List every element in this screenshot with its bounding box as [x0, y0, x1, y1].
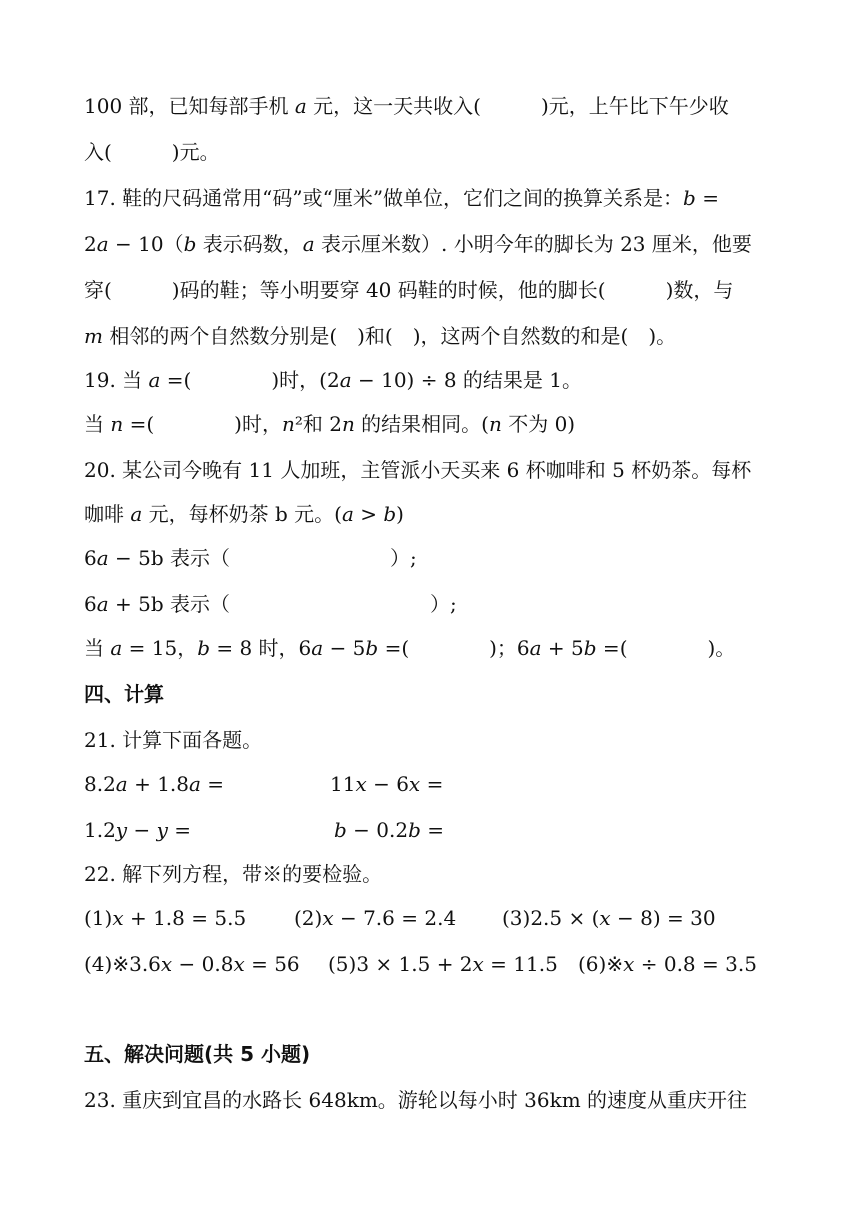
- question-17-line-3: 穿( )码的鞋；等小明要穿 40 码鞋的时候，他的脚长( )数，与: [84, 278, 734, 302]
- calc-row-2: [84, 816, 780, 844]
- question-20-line-4: 6𝑎 + 5b 表示（ ）;: [84, 592, 457, 616]
- equation-5: (5)3 × 1.5 + 2𝑥 = 11.5: [328, 952, 558, 976]
- equation-1: (1)𝑥 + 1.8 = 5.5: [84, 906, 247, 930]
- question-20-line-2: 咖啡 𝑎 元，每杯奶茶 b 元。(𝑎 > 𝑏): [84, 502, 404, 526]
- calc-row-1: [84, 770, 780, 798]
- equation-row-2: [84, 950, 780, 978]
- question-19-line-2: 当 𝑛 =( )时，𝑛²和 2𝑛 的结果相同。(𝑛 不为 0): [84, 412, 576, 436]
- calc-2b: 𝑏 − 0.2𝑏 =: [334, 818, 444, 842]
- q16-continuation-line-1: 100 部，已知每部手机 𝑎 元，这一天共收入( )元，上午比下午少收: [84, 94, 729, 118]
- equation-row-1: [84, 904, 780, 932]
- equation-3: (3)2.5 × (𝑥 − 8) = 30: [502, 906, 716, 930]
- equation-6: (6)※𝑥 ÷ 0.8 = 3.5: [578, 952, 757, 976]
- equation-4: (4)※3.6𝑥 − 0.8𝑥 = 56: [84, 952, 300, 976]
- q16-continuation-line-2: 入( )元。: [84, 140, 220, 164]
- question-21-line: 21. 计算下面各题。: [84, 728, 263, 752]
- question-20-line-5: 当 𝑎 = 15，𝑏 = 8 时，6𝑎 − 5𝑏 =( )；6𝑎 + 5𝑏 =( )。: [84, 636, 736, 660]
- calc-1b: 11𝑥 − 6𝑥 =: [330, 772, 444, 796]
- question-17-line-2: 2𝑎 − 10（𝑏 表示码数，𝑎 表示厘米数）. 小明今年的脚长为 23 厘米，他要: [84, 232, 752, 256]
- section-4-heading: 四、计算: [84, 682, 164, 706]
- equation-2: (2)𝑥 − 7.6 = 2.4: [294, 906, 457, 930]
- question-17-line-4: 𝑚 相邻的两个自然数分别是( )和( )，这两个自然数的和是( )。: [84, 324, 677, 348]
- calc-2a: 1.2𝑦 − 𝑦 =: [84, 818, 191, 842]
- question-19-line-1: 19. 当 𝑎 =( )时，(2𝑎 − 10) ÷ 8 的结果是 1。: [84, 368, 582, 392]
- question-20-line-1: 20. 某公司今晚有 11 人加班，主管派小天买来 6 杯咖啡和 5 杯奶茶。每杯: [84, 458, 752, 482]
- question-17-line-1: 17. 鞋的尺码通常用“码”或“厘米”做单位，它们之间的换算关系是：𝑏 =: [84, 186, 719, 210]
- question-23-line: 23. 重庆到宜昌的水路长 648km。游轮以每小时 36km 的速度从重庆开往: [84, 1088, 748, 1112]
- section-5-heading: 五、解决问题(共 5 小题): [84, 1042, 311, 1066]
- calc-1a: 8.2𝑎 + 1.8𝑎 =: [84, 772, 225, 796]
- question-20-line-3: 6𝑎 − 5b 表示（ ）;: [84, 546, 417, 570]
- question-22-line: 22. 解下列方程，带※的要检验。: [84, 862, 383, 886]
